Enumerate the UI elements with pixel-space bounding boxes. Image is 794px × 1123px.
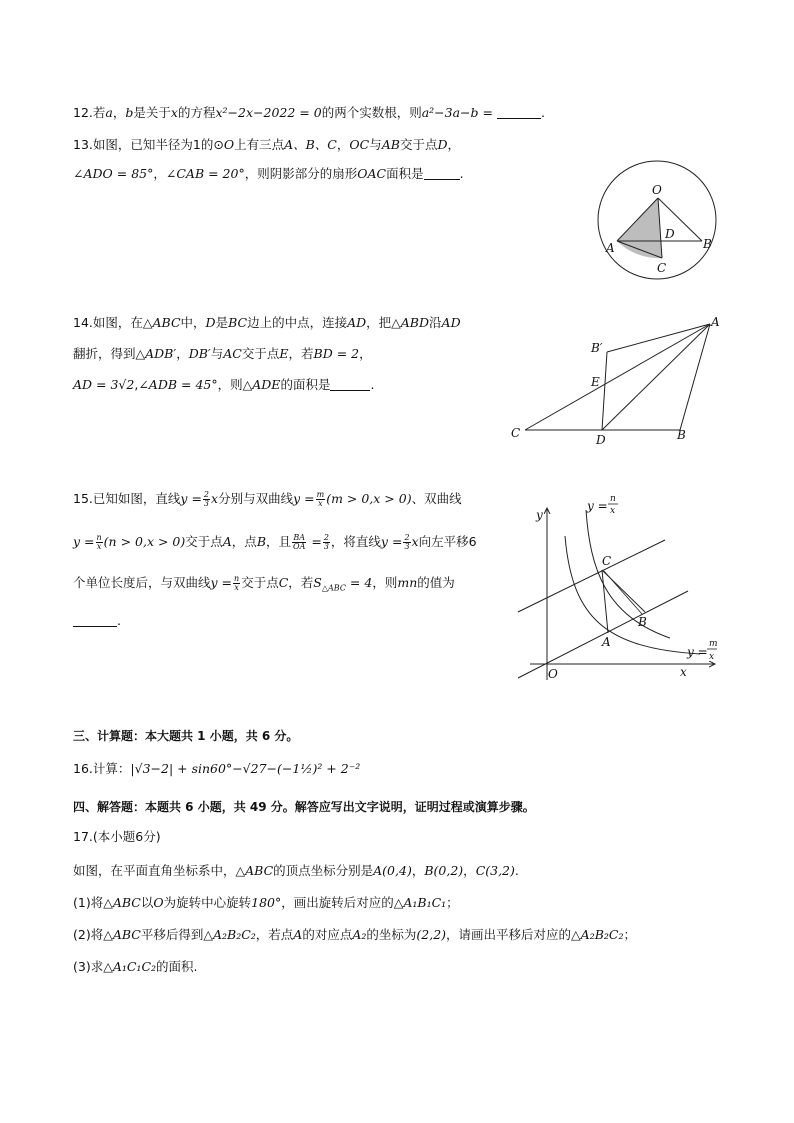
q16-number: 16. [73, 761, 93, 776]
q15-label-O: O [548, 667, 558, 681]
section-4-heading: 四、解答题：本题共 6 小题，共 49 分。解答应写出文字说明，证明过程或演算步骤。 [73, 800, 535, 814]
q15-label-C: C [602, 554, 612, 568]
q13-circle-figure [592, 150, 722, 280]
q15-segment-CB-inner [604, 571, 642, 614]
q15-fraction-m-x: $\frac{m}{x}$ [316, 490, 325, 508]
question-14-line-3: AD = 3√2,∠ADB = 45°，则△ADE的面积是 . [73, 377, 375, 392]
q15-label-y-n: y = [587, 499, 608, 513]
q15-label-B: B [638, 615, 647, 629]
q13-answer-blank [424, 167, 460, 180]
q15-segment-CA [602, 570, 608, 633]
q15-fraction-2-3: $\frac{2}{3}$ [203, 490, 210, 508]
question-17-part-2: (2)将△ABC平移后得到△A₂B₂C₂，若点A的对应点A₂的坐标为(2,2)，请画出平移后对应的△A₂B₂C₂； [73, 927, 636, 942]
question-14-line-2: 翻折，得到△ADB′，DB′与AC交于点E，若BD = 2， [73, 346, 372, 361]
q14-label-B1: B′ [591, 341, 603, 355]
question-17-header: 17.(本小题6分) [73, 829, 161, 844]
q13-label-C: C [657, 261, 667, 275]
question-17-part-3: (3)求△A₁C₁C₂的面积. [73, 959, 198, 974]
q13-label-D: D [665, 227, 675, 241]
question-12: 12.若a，b是关于x的方程x²−2x−2022 = 0的两个实数根，则a²−3a−b = . [73, 105, 545, 120]
q15-label-A: A [602, 635, 611, 649]
q14-answer-blank [330, 378, 370, 391]
question-17-part-1: (1)将△ABC以O为旋转中心旋转180°，画出旋转后对应的△A₁B₁C₁； [73, 895, 459, 910]
question-13-line-1: 13.如图，已知半径为1的⊙O上有三点A、B、C，OC与AB交于点D， [73, 137, 460, 152]
q13-label-B: B [703, 237, 712, 251]
q14-triangle-figure [505, 308, 730, 448]
question-15-line-2: y = $\frac{n}{x}$ (n > 0,x > 0)交于点A，点B，且 $\frac{BA}{OA}$ = $\frac{2}{3}$ ，将直线y = $\frac{2}{3}$ x向左平移6 [73, 533, 477, 551]
q12-expression: a²−3a−b = [421, 105, 493, 120]
q14-label-A: A [711, 315, 720, 329]
q14-label-C: C [511, 426, 521, 440]
q15-label-m: m [709, 639, 718, 649]
q14-segment-B1A [607, 324, 710, 352]
q15-label-x-n: x [610, 506, 616, 516]
q13-label-A: A [606, 241, 615, 255]
question-15-line-3: 个单位长度后，与双曲线y = $\frac{n}{x}$ 交于点C，若$S_{\triangle ABC} = 4$，则mn的值为 [73, 574, 455, 593]
q15-answer-blank [73, 614, 117, 627]
question-14-line-1: 14.如图，在△ABC中，D是BC边上的中点，连接AD，把△ABD沿AD [73, 315, 461, 330]
q12-number: 12. [73, 105, 93, 120]
question-16: 16.计算：|√3−2| + sin60°−√27−(−1½)² + 2⁻² [73, 761, 361, 776]
question-15-line-4: . [73, 612, 121, 630]
q15-label-y-m: y = [687, 645, 708, 659]
q14-label-D: D [596, 433, 606, 447]
q15-label-y-axis: y [536, 508, 543, 522]
q16-expression: |√3−2| + sin60°−√27−(−1½)² + 2⁻² [130, 761, 361, 776]
q13-number: 13. [73, 137, 93, 152]
question-17-intro: 如图，在平面直角坐标系中，△ABC的顶点坐标分别是A(0,4)，B(0,2)，C(3,2). [73, 863, 519, 878]
q14-segment-BA [680, 324, 710, 430]
q13-label-O: O [652, 183, 662, 197]
q15-number: 15. [73, 491, 93, 506]
section-3-heading: 三、计算题：本大题共 1 小题，共 6 分。 [73, 729, 299, 743]
question-13-line-2: ∠ADO = 85°，∠CAB = 20°，则阴影部分的扇形OAC面积是 . [73, 166, 464, 181]
q15-fraction-n-x: $\frac{n}{x}$ [96, 533, 102, 551]
q15-label-x-m: x [709, 652, 715, 662]
q14-label-E: E [591, 375, 600, 389]
question-15-line-1: 15.已知如图，直线y = $\frac{2}{3}$ x分别与双曲线y = $\frac{m}{x}$ (m > 0,x > 0)、双曲线 [73, 490, 462, 508]
q12-answer-blank [497, 106, 541, 119]
q12-equation: x²−2x−2022 = 0 [215, 105, 322, 120]
q15-fraction-BA-OA: $\frac{BA}{OA}$ [293, 533, 306, 551]
q15-graph-figure [510, 488, 730, 688]
q14-number: 14. [73, 315, 93, 330]
q15-curve-n-over-x [586, 510, 670, 638]
q15-label-n: n [610, 494, 616, 504]
q15-label-x-axis: x [680, 665, 687, 679]
q14-label-B: B [677, 428, 686, 442]
q14-segment-DB1 [602, 352, 607, 430]
